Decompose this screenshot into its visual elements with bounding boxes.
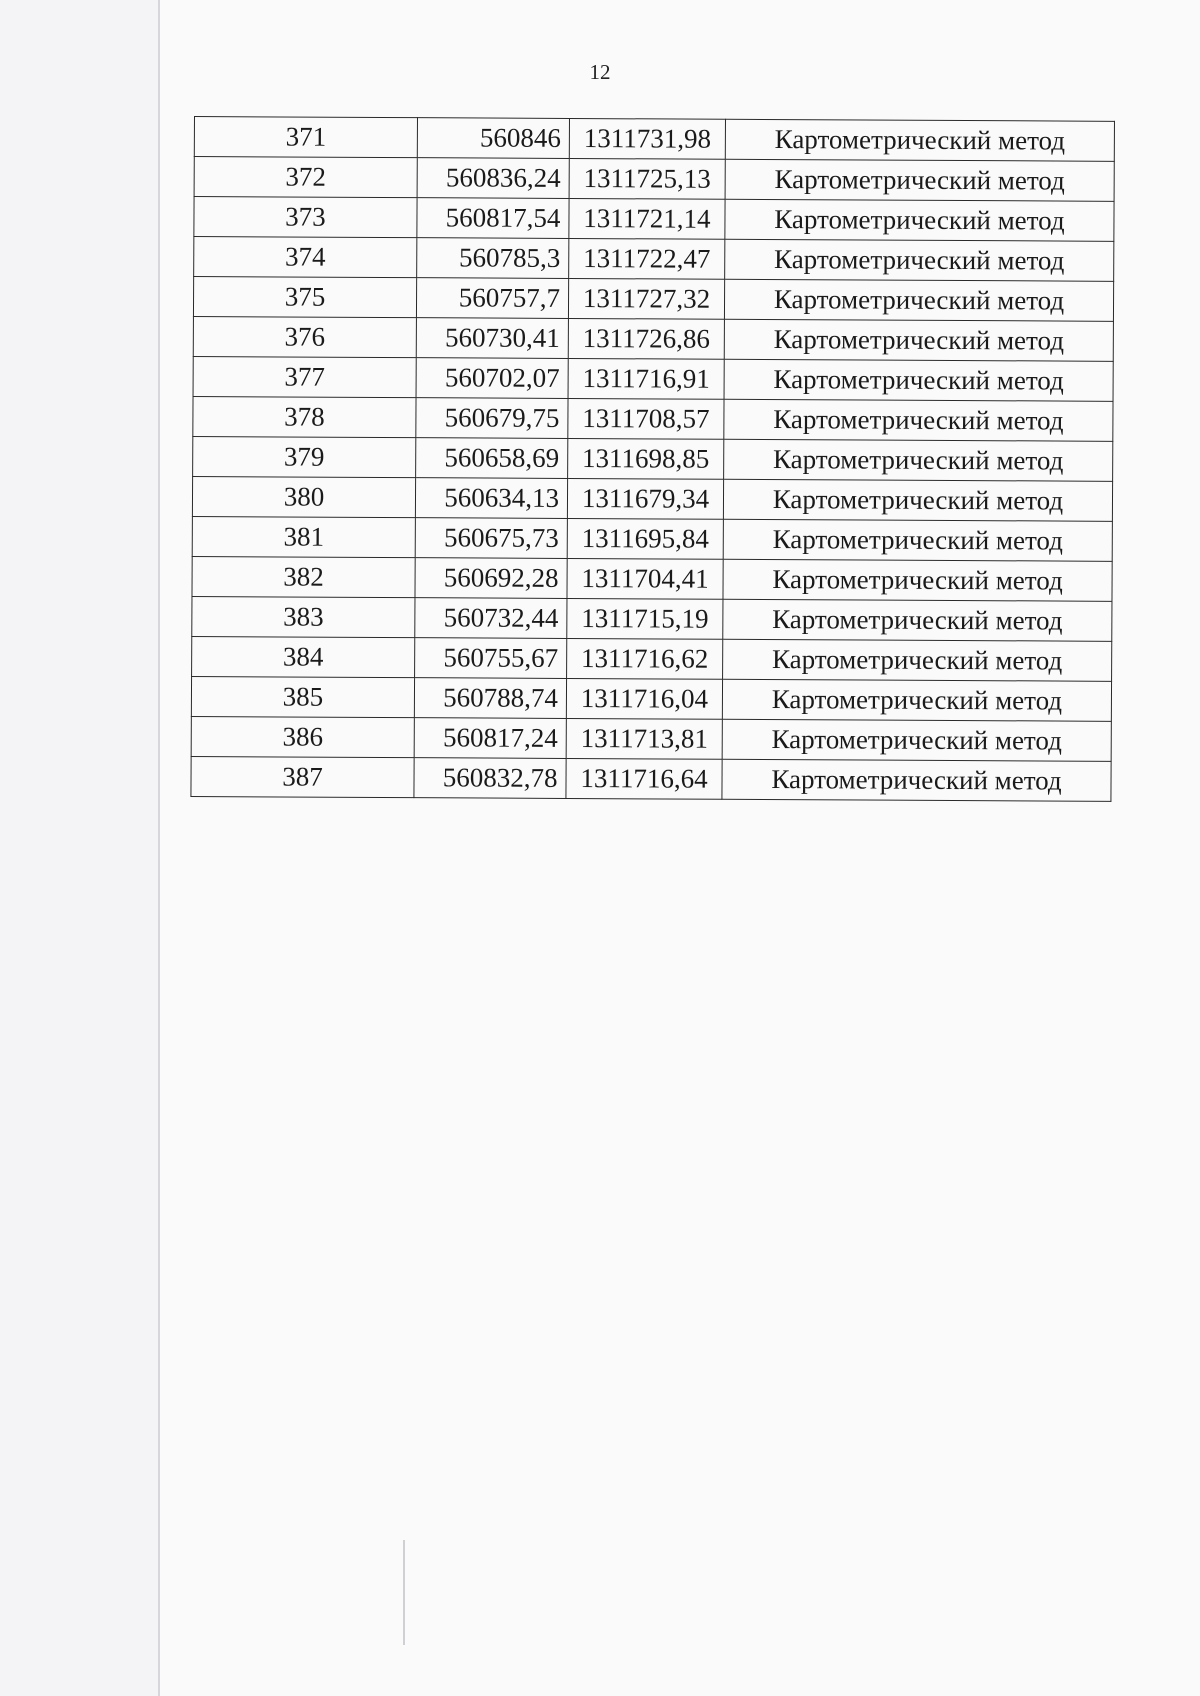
y-coordinate-cell: 1311715,19	[567, 598, 723, 639]
y-coordinate-cell: 1311704,41	[567, 558, 723, 599]
y-coordinate-cell: 1311722,47	[569, 238, 725, 279]
method-cell: Картометрический метод	[725, 159, 1114, 201]
table-row	[191, 716, 1111, 761]
y-coordinate-cell: 1311716,91	[568, 358, 724, 399]
table-row	[194, 237, 1114, 282]
point-number-cell: 382	[192, 556, 415, 597]
method-cell: Картометрический метод	[724, 319, 1113, 361]
x-coordinate-cell: 560785,3	[417, 238, 569, 279]
point-number-cell: 375	[193, 277, 416, 318]
y-coordinate-cell: 1311679,34	[567, 478, 723, 519]
y-coordinate-cell: 1311731,98	[569, 118, 725, 159]
scan-edge-line	[158, 0, 160, 1696]
x-coordinate-cell: 560836,24	[417, 158, 569, 199]
x-coordinate-cell: 560675,73	[415, 518, 567, 559]
method-cell: Картометрический метод	[723, 639, 1112, 681]
y-coordinate-cell: 1311726,86	[568, 318, 724, 359]
point-number-cell: 387	[191, 756, 414, 797]
point-number-cell: 376	[193, 316, 416, 357]
method-cell: Картометрический метод	[724, 399, 1113, 441]
table-row	[194, 197, 1114, 242]
x-coordinate-cell: 560846	[417, 118, 569, 159]
point-number-cell: 381	[192, 516, 415, 557]
method-cell: Картометрический метод	[722, 759, 1111, 801]
x-coordinate-cell: 560817,24	[414, 718, 566, 759]
x-coordinate-cell: 560702,07	[416, 358, 568, 399]
page-number: 12	[589, 60, 611, 84]
point-number-cell: 378	[193, 396, 416, 437]
method-cell: Картометрический метод	[723, 559, 1112, 601]
y-coordinate-cell: 1311716,62	[567, 638, 723, 679]
point-number-cell: 377	[193, 356, 416, 397]
y-coordinate-cell: 1311708,57	[568, 398, 724, 439]
table-row	[193, 277, 1113, 322]
method-cell: Картометрический метод	[725, 199, 1114, 241]
point-number-cell: 371	[194, 117, 417, 158]
scan-artifact-line	[403, 1540, 405, 1645]
method-cell: Картометрический метод	[725, 239, 1114, 281]
point-number-cell: 380	[192, 476, 415, 517]
coordinates-table-body	[191, 117, 1115, 802]
method-cell: Картометрический метод	[722, 679, 1111, 721]
y-coordinate-cell: 1311698,85	[568, 438, 724, 479]
table-row	[192, 596, 1112, 641]
point-number-cell: 379	[193, 436, 416, 477]
coordinates-table	[190, 116, 1115, 802]
x-coordinate-cell: 560679,75	[416, 398, 568, 439]
table-row	[192, 516, 1112, 561]
point-number-cell: 374	[194, 237, 417, 278]
x-coordinate-cell: 560757,7	[416, 278, 568, 319]
table-row	[193, 356, 1113, 401]
method-cell: Картометрический метод	[724, 439, 1113, 481]
x-coordinate-cell: 560730,41	[416, 318, 568, 359]
point-number-cell: 372	[194, 157, 417, 198]
y-coordinate-cell: 1311716,04	[566, 678, 722, 719]
x-coordinate-cell: 560732,44	[415, 598, 567, 639]
x-coordinate-cell: 560788,74	[414, 678, 566, 719]
point-number-cell: 385	[191, 676, 414, 717]
method-cell: Картометрический метод	[722, 719, 1111, 761]
x-coordinate-cell: 560658,69	[416, 438, 568, 479]
point-number-cell: 383	[192, 596, 415, 637]
method-cell: Картометрический метод	[723, 479, 1112, 521]
x-coordinate-cell: 560755,67	[415, 638, 567, 679]
table-row	[191, 676, 1111, 721]
x-coordinate-cell: 560832,78	[414, 758, 566, 799]
point-number-cell: 373	[194, 197, 417, 238]
table-row	[194, 117, 1114, 162]
table-row	[192, 556, 1112, 601]
y-coordinate-cell: 1311721,14	[569, 198, 725, 239]
table-row	[193, 316, 1113, 361]
method-cell: Картометрический метод	[724, 359, 1113, 401]
table-row	[192, 636, 1112, 681]
method-cell: Картометрический метод	[723, 599, 1112, 641]
y-coordinate-cell: 1311716,64	[566, 758, 722, 799]
y-coordinate-cell: 1311695,84	[567, 518, 723, 559]
point-number-cell: 386	[191, 716, 414, 757]
method-cell: Картометрический метод	[725, 119, 1114, 161]
point-number-cell: 384	[192, 636, 415, 677]
x-coordinate-cell: 560817,54	[417, 198, 569, 239]
table-row	[191, 756, 1111, 801]
table-row	[193, 396, 1113, 441]
method-cell: Картометрический метод	[724, 279, 1113, 321]
table-row	[193, 436, 1113, 481]
table-row	[192, 476, 1112, 521]
table-row	[194, 157, 1114, 202]
x-coordinate-cell: 560634,13	[415, 478, 567, 519]
method-cell: Картометрический метод	[723, 519, 1112, 561]
y-coordinate-cell: 1311727,32	[568, 278, 724, 319]
y-coordinate-cell: 1311713,81	[566, 718, 722, 759]
x-coordinate-cell: 560692,28	[415, 558, 567, 599]
y-coordinate-cell: 1311725,13	[569, 158, 725, 199]
